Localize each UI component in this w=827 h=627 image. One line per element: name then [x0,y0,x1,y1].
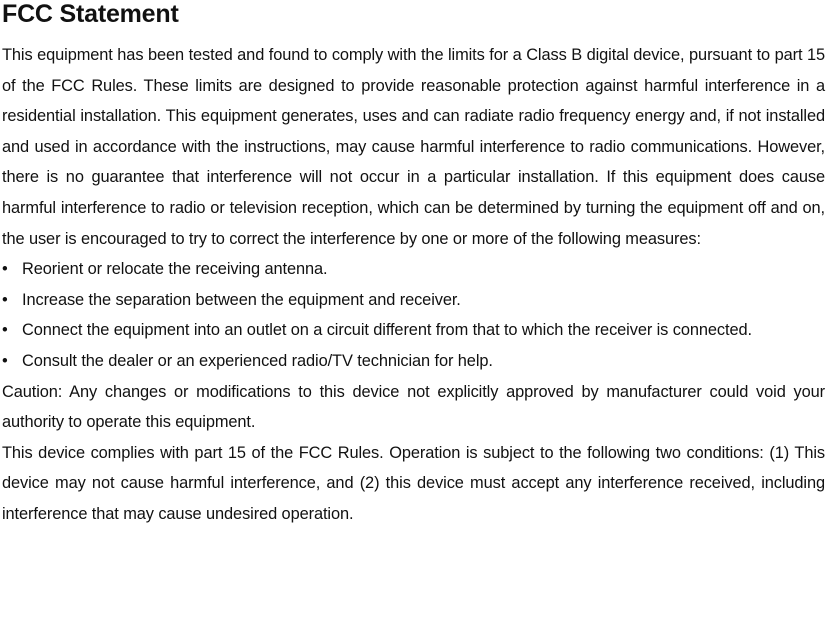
bullet-icon: • [2,321,8,340]
fcc-statement-section [2,0,825,530]
measure-text: Connect the equipment into an outlet on a circuit different from that to which the receiver is connected. [22,321,752,340]
bullet-icon: • [2,290,8,309]
measure-item-3 [2,315,825,346]
bullet-icon: • [2,260,8,279]
compliance-paragraph: This device complies with part 15 of the FCC Rules. Operation is subject to the following two conditions: (1) This device may not cause harmful interference, and (2) this device must accept any interference received, including interference that may cause undesired operation. [2,443,825,523]
section-title: FCC Statement [2,0,179,28]
measure-item-1 [2,254,825,285]
bullet-icon: • [2,351,8,370]
measure-item-2 [2,285,825,316]
measure-text: Reorient or relocate the receiving antenna. [22,260,328,279]
caution-paragraph: Caution: Any changes or modifications to this device not explicitly approved by manufacturer could void your authority to operate this equipment. [2,382,825,432]
measure-item-4 [2,346,825,377]
intro-paragraph: This equipment has been tested and found to comply with the limits for a Class B digital device, pursuant to part 15 of the FCC Rules. These limits are designed to provide reasonable protection against harmful interference in a residential installation. This equipment generates, uses and can radiate radio frequency energy and, if not installed and used in accordance with the instructions, may cause harmful interference to radio communications. However, there is no guarantee that interference will not occur in a particular installation. If this equipment does cause harmful interference to radio or television reception, which can be determined by turning the equipment off and on, the user is encouraged to try to correct the interference by one or more of the following measures: [2,46,825,248]
measure-text: Increase the separation between the equipment and receiver. [22,290,461,309]
measure-text: Consult the dealer or an experienced radio/TV technician for help. [22,351,493,370]
